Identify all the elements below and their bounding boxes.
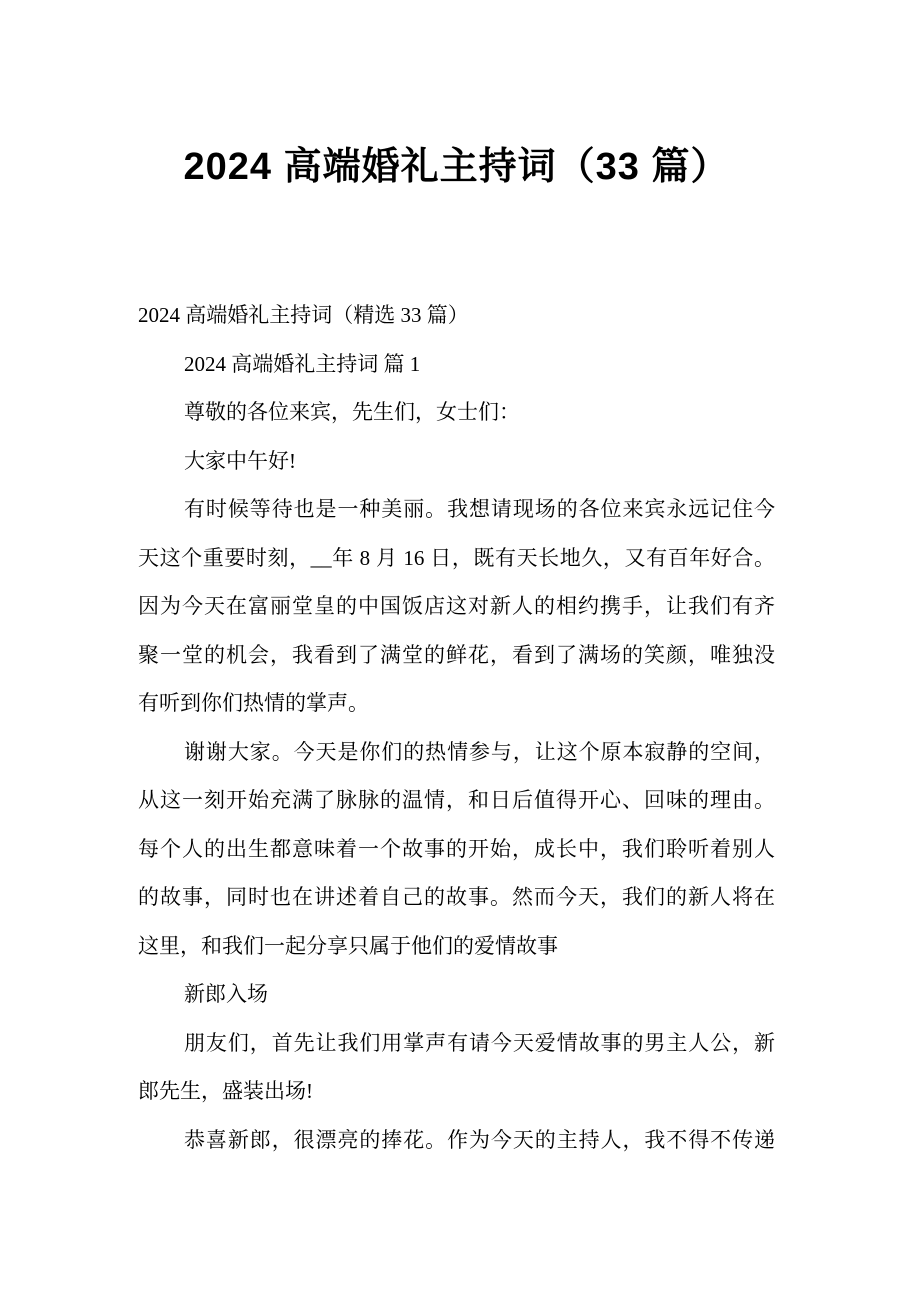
document-title: 2024 高端婚礼主持词（33 篇） [183, 146, 730, 188]
text-line: 2024 高端婚礼主持词 篇 1 [184, 351, 421, 376]
text-line: 朋友们，首先让我们用掌声有请今天爱情故事的男主人公，新 [184, 1030, 775, 1055]
text-line: 2024 高端婚礼主持词（精选 33 篇） [138, 303, 469, 327]
text-line: 恭喜新郎，很漂亮的捧花。作为今天的主持人，我不得不传递 [184, 1127, 775, 1152]
text-line: 新郎入场 [184, 982, 268, 1006]
text-line: 谢谢大家。今天是你们的热情参与，让这个原本寂静的空间， [184, 739, 775, 764]
text-line: 郎先生，盛装出场! [138, 1079, 313, 1103]
text-line: 从这一刻开始充满了脉脉的温情，和日后值得开心、回味的理由。 [138, 788, 775, 812]
text-line: 的故事，同时也在讲述着自己的故事。然而今天，我们的新人将在 [138, 885, 775, 909]
text-line: 每个人的出生都意味着一个故事的开始，成长中，我们聆听着别人 [138, 836, 775, 861]
text-line: 天这个重要时刻，__年 8 月 16 日，既有天长地久，又有百年好合。 [138, 545, 775, 570]
text-line: 因为今天在富丽堂皇的中国饭店这对新人的相约携手，让我们有齐 [138, 594, 775, 618]
text-line: 这里，和我们一起分享只属于他们的爱情故事 [138, 933, 558, 958]
text-line: 有时候等待也是一种美丽。我想请现场的各位来宾永远记住今 [184, 497, 775, 521]
text-line: 有听到你们热情的掌声。 [138, 691, 369, 715]
document-body [138, 291, 775, 1164]
text-line: 聚一堂的机会，我看到了满堂的鲜花，看到了满场的笑颜，唯独没 [138, 642, 775, 667]
text-line: 尊敬的各位来宾，先生们，女士们： [184, 400, 520, 424]
text-line: 大家中午好! [184, 448, 296, 473]
